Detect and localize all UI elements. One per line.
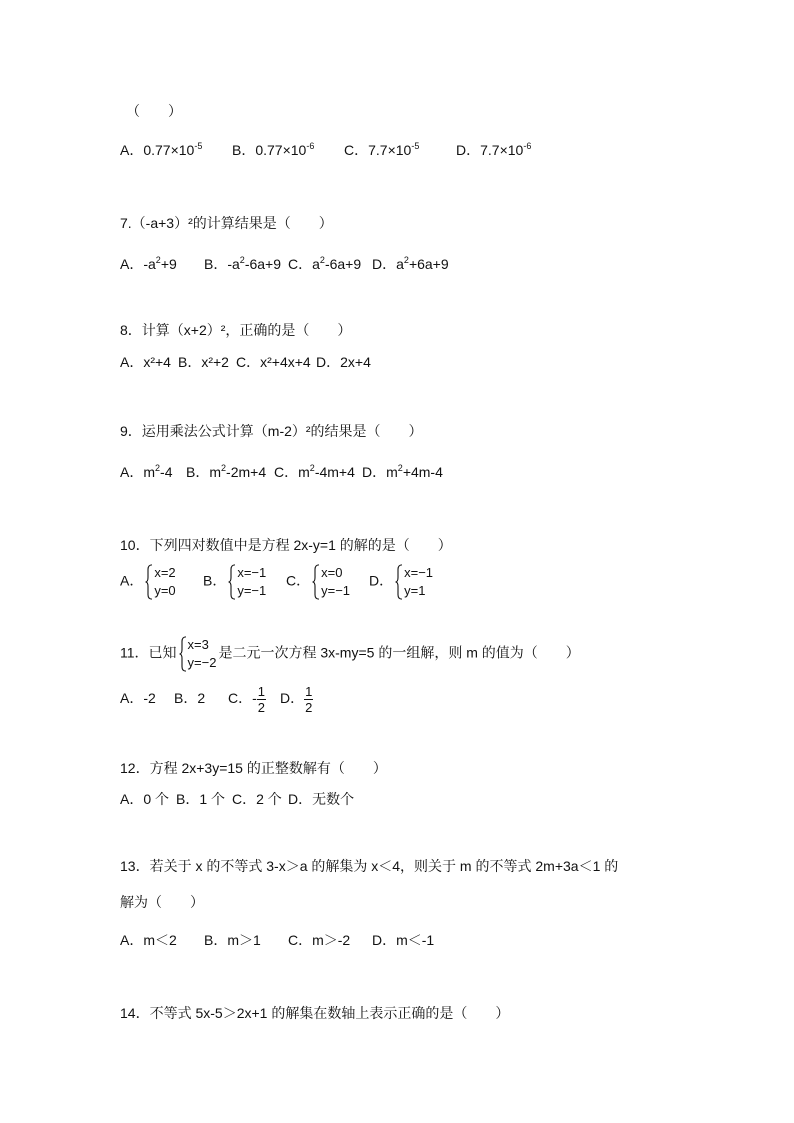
q6-option-c[interactable]: C．$7.7\times 10^{-5}$ <box>344 141 420 158</box>
q10-option-b[interactable]: B． x=−1 y=−1 <box>203 565 267 598</box>
brace-icon <box>145 564 153 600</box>
q10-options <box>120 564 435 600</box>
brace-icon <box>179 636 187 672</box>
q6-option-d[interactable]: D．$7.7\times 10^{-6}$ <box>456 141 532 158</box>
q12-stem: 12．方程 2x+3y=15 的正整数解有（ ） <box>120 760 387 776</box>
q8-option-d[interactable]: D．2x+4 <box>316 354 371 370</box>
equation-system: x=0 y=−1 <box>312 564 350 600</box>
q8-option-a[interactable]: A．x²+4 <box>120 354 171 370</box>
equation-system: x=−1 y=−1 <box>228 564 266 600</box>
q8-stem: 8．计算（x+2）²，正确的是（ ） <box>120 322 352 338</box>
equation-system: x=2 y=0 <box>145 564 175 600</box>
q13-option-c[interactable]: C．m＞-2 <box>288 932 351 948</box>
q9-option-c[interactable]: C．$m^2-4m+4$ <box>274 463 355 480</box>
q6-stem-tail: （ ） <box>126 103 182 119</box>
q9-option-a[interactable]: A．$m^2-4$ <box>120 463 173 480</box>
q13-options <box>120 931 434 949</box>
q9-option-b[interactable]: B．$m^2-2m+4$ <box>186 463 267 480</box>
q11-option-d[interactable]: D． $\frac{1}{2}$ <box>280 684 313 715</box>
q13-stem-line2: 解为（ ） <box>120 894 204 910</box>
q7-option-d[interactable]: D．$a^2+6a+9$ <box>372 255 449 272</box>
q10-option-a[interactable]: A． x=2 y=0 <box>120 565 176 598</box>
equation-system: x=3 y=−2 <box>179 636 217 672</box>
equation-system: x=−1 y=1 <box>395 564 433 600</box>
q6-option-a[interactable]: A．$0.77\times 10^{-5}$ <box>120 141 203 158</box>
q10-stem: 10．下列四对数值中是方程 2x-y=1 的解的是（ ） <box>120 537 452 553</box>
q7-option-a[interactable]: A．$-a^2+9$ <box>120 255 177 272</box>
brace-icon <box>312 564 320 600</box>
q6-options <box>120 141 531 159</box>
q10-option-c[interactable]: C． x=0 y=−1 <box>286 565 351 598</box>
q8-options <box>120 353 371 371</box>
q11-option-b[interactable]: B．2 <box>174 690 206 707</box>
q8-option-b[interactable]: B．x²+2 <box>178 354 229 370</box>
q9-option-d[interactable]: D．$m^2+4m-4$ <box>362 463 443 480</box>
q7-options <box>120 255 449 273</box>
q8-option-c[interactable]: C．x²+4x+4 <box>236 354 311 370</box>
q12-option-b[interactable]: B．1 个 <box>176 791 226 807</box>
q13-option-d[interactable]: D．m＜-1 <box>372 932 435 948</box>
fraction: $\frac{1}{2}$ <box>305 684 313 715</box>
q9-options <box>120 463 443 481</box>
q11-option-a[interactable]: A．-2 <box>120 690 156 707</box>
q13-option-a[interactable]: A．m＜2 <box>120 932 177 948</box>
q12-option-a[interactable]: A．0 个 <box>120 791 170 807</box>
q7-option-b[interactable]: B．$-a^2-6a+9$ <box>204 255 282 272</box>
q6-option-b[interactable]: B．$0.77\times 10^{-6}$ <box>232 141 315 158</box>
fraction: $\frac{1}{2}$ <box>257 684 266 715</box>
q12-options <box>120 790 354 808</box>
q7-stem: 7.（-a+3）²的计算结果是（ ） <box>120 215 333 231</box>
q10-option-d[interactable]: D． x=−1 y=1 <box>369 565 434 598</box>
brace-icon <box>395 564 403 600</box>
q14-stem: 14．不等式 5x-5＞2x+1 的解集在数轴上表示正确的是（ ） <box>120 1005 510 1021</box>
brace-icon <box>228 564 236 600</box>
q13-option-b[interactable]: B．m＞1 <box>204 932 261 948</box>
q11-option-c[interactable]: C．- $\frac{1}{2}$ <box>228 684 266 715</box>
q9-stem: 9．运用乘法公式计算（m-2）²的结果是（ ） <box>120 423 423 439</box>
q12-option-c[interactable]: C．2 个 <box>232 791 282 807</box>
q13-stem-line1: 13．若关于 x 的不等式 3-x＞a 的解集为 x＜4，则关于 m 的不等式 2m+3a＜1 的 <box>120 858 619 874</box>
q7-option-c[interactable]: C．$a^2-6a+9$ <box>288 255 362 272</box>
q12-option-d[interactable]: D．无数个 <box>288 791 355 807</box>
q11-options <box>120 684 313 715</box>
q11-stem: 11．已知 x=3 y=−2 是二元一次方程 3x-my=5 的一组解，则 m 的值为（ ） <box>120 637 580 670</box>
